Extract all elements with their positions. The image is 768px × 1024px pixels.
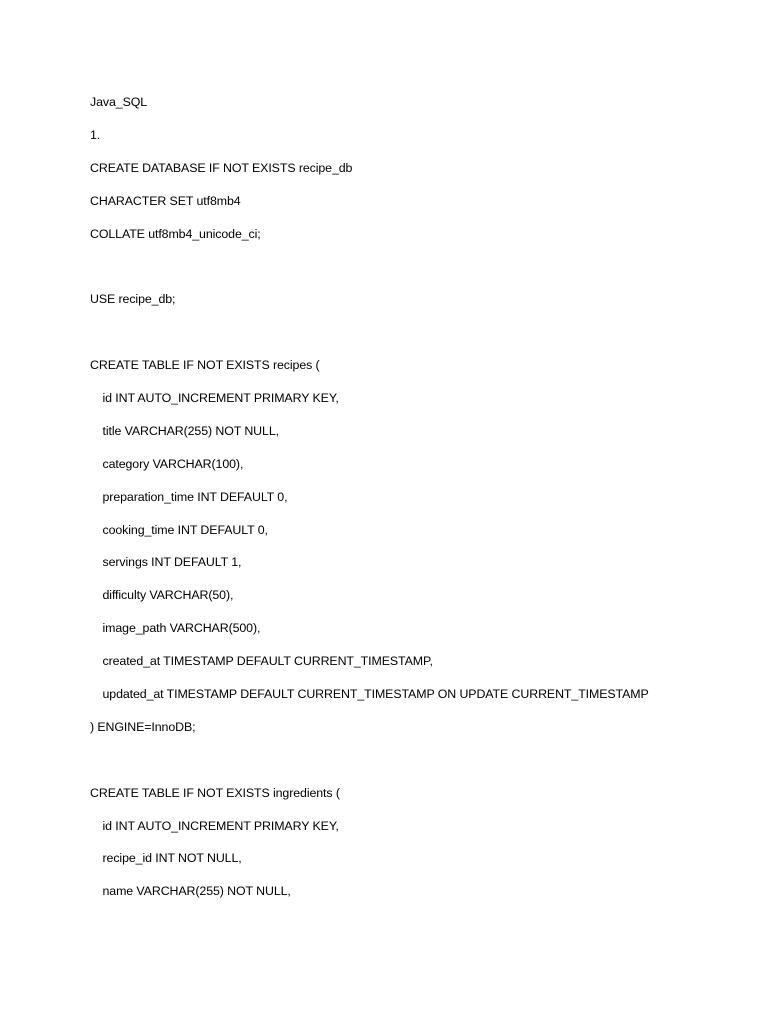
text-line: id INT AUTO_INCREMENT PRIMARY KEY, bbox=[102, 818, 339, 833]
text-line: category VARCHAR(100), bbox=[102, 456, 244, 471]
text-line: servings INT DEFAULT 1, bbox=[102, 555, 242, 570]
text-line: title VARCHAR(255) NOT NULL, bbox=[102, 423, 279, 438]
text-line: cooking_time INT DEFAULT 0, bbox=[102, 522, 268, 537]
text-line: id INT AUTO_INCREMENT PRIMARY KEY, bbox=[102, 391, 339, 406]
text-line: difficulty VARCHAR(50), bbox=[102, 588, 234, 603]
text-line: created_at TIMESTAMP DEFAULT CURRENT_TIMESTAMP, bbox=[102, 654, 433, 669]
blank-line bbox=[90, 256, 730, 289]
text-line: 1. bbox=[90, 127, 101, 142]
text-line: updated_at TIMESTAMP DEFAULT CURRENT_TIMESTAMP ON UPDATE CURRENT_TIMESTAMP bbox=[102, 687, 649, 702]
text-line: name VARCHAR(255) NOT NULL, bbox=[102, 884, 291, 899]
text-line: recipe_id INT NOT NULL, bbox=[102, 851, 242, 866]
text-line: CREATE TABLE IF NOT EXISTS ingredients ( bbox=[90, 785, 340, 800]
blank-line bbox=[90, 322, 730, 355]
text-line: CREATE DATABASE IF NOT EXISTS recipe_db bbox=[90, 160, 353, 175]
text-line: COLLATE utf8mb4_unicode_ci; bbox=[90, 226, 261, 241]
text-line: image_path VARCHAR(500), bbox=[102, 621, 261, 636]
document-body bbox=[90, 92, 730, 914]
text-line: CHARACTER SET utf8mb4 bbox=[90, 193, 241, 208]
text-line: Java_SQL bbox=[90, 95, 148, 109]
blank-line bbox=[90, 750, 730, 783]
text-line: ) ENGINE=InnoDB; bbox=[90, 719, 196, 734]
text-line: preparation_time INT DEFAULT 0, bbox=[102, 489, 288, 504]
text-line: USE recipe_db; bbox=[90, 292, 176, 307]
text-line: CREATE TABLE IF NOT EXISTS recipes ( bbox=[90, 358, 320, 373]
